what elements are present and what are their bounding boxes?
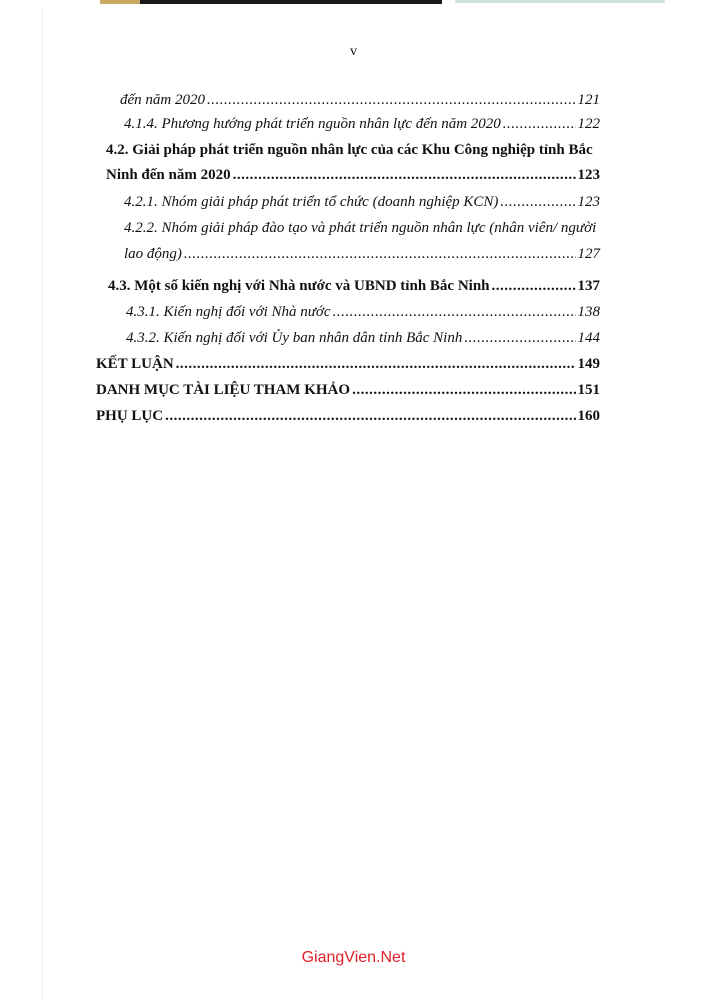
toc-entry-title: 4.3.1. Kiến nghị đối với Nhà nước <box>126 304 331 320</box>
toc-entry[interactable] <box>96 408 600 425</box>
toc-leader-dots <box>464 330 575 347</box>
scan-artifact-dark <box>140 0 442 4</box>
toc-entry[interactable] <box>124 116 600 133</box>
toc-entry-page: 123 <box>577 167 600 183</box>
toc-entry-page: 137 <box>577 278 600 294</box>
toc-entry-title: Ninh đến năm 2020 <box>106 167 231 183</box>
toc-leader-dots <box>492 278 576 295</box>
toc-entry-title: đến năm 2020 <box>120 92 205 108</box>
toc-entry-page: 122 <box>577 116 600 132</box>
toc-leader-dots <box>207 92 576 109</box>
toc-leader-dots <box>176 356 576 373</box>
toc-entry[interactable] <box>120 92 600 109</box>
toc-entry-title: 4.3. Một số kiến nghị với Nhà nước và UBND tỉnh Bắc Ninh <box>108 278 490 294</box>
toc-entry-title: PHỤ LỤC <box>96 408 164 424</box>
toc-entry-title: 4.2.2. Nhóm giải pháp đào tạo và phát triển nguồn nhân lực (nhân viên/ người <box>124 220 597 236</box>
toc-entry-page: 160 <box>577 408 600 424</box>
scan-artifact-gold <box>100 0 144 4</box>
toc-entry-page: 121 <box>577 92 600 108</box>
toc-entry-title: 4.1.4. Phương hướng phát triển nguồn nhân lực đến năm 2020 <box>124 116 501 132</box>
toc-leader-dots <box>184 246 576 263</box>
toc-leader-dots <box>503 116 576 133</box>
scan-left-edge <box>42 8 43 1000</box>
toc-leader-dots <box>165 408 575 425</box>
toc-entry-page: 144 <box>577 330 600 346</box>
toc-entry[interactable] <box>106 167 600 184</box>
toc-entry-title: DANH MỤC TÀI LIỆU THAM KHẢO <box>96 382 351 398</box>
toc-entry-page: 151 <box>577 382 600 398</box>
toc-leader-dots <box>333 304 576 321</box>
toc-entry[interactable] <box>126 330 600 347</box>
toc-entry[interactable] <box>96 356 600 373</box>
toc-entry[interactable] <box>108 278 600 295</box>
toc-entry-title: 4.2.1. Nhóm giải pháp phát triển tổ chức (doanh nghiệp KCN) <box>124 194 499 210</box>
toc-leader-dots <box>233 167 576 184</box>
toc-entry-page: 127 <box>577 246 600 262</box>
toc-entry-title: KẾT LUẬN <box>96 356 174 372</box>
toc-entry-page: 123 <box>577 194 600 210</box>
toc-leader-dots <box>352 382 575 399</box>
toc-entry[interactable] <box>106 142 600 159</box>
toc-entry-title: lao động) <box>124 246 182 262</box>
toc-leader-dots <box>500 194 575 211</box>
toc-entry[interactable] <box>126 304 600 321</box>
toc-entry[interactable] <box>96 382 600 399</box>
toc-entry-title: 4.3.2. Kiến nghị đối với Ủy ban nhân dân tỉnh Bắc Ninh <box>126 330 463 346</box>
toc-entry-title: 4.2. Giải pháp phát triển nguồn nhân lực của các Khu Công nghiệp tỉnh Bắc <box>106 142 593 158</box>
toc-entry[interactable] <box>124 220 600 237</box>
toc-entry[interactable] <box>124 246 600 263</box>
scan-artifact-teal <box>455 0 665 3</box>
toc-entry-page: 138 <box>577 304 600 320</box>
page-number: v <box>350 44 357 59</box>
watermark: GiangVien.Net <box>301 949 406 966</box>
toc-entry[interactable] <box>124 194 600 211</box>
toc-entry-page: 149 <box>577 356 600 372</box>
scan-top-edge <box>0 0 707 6</box>
